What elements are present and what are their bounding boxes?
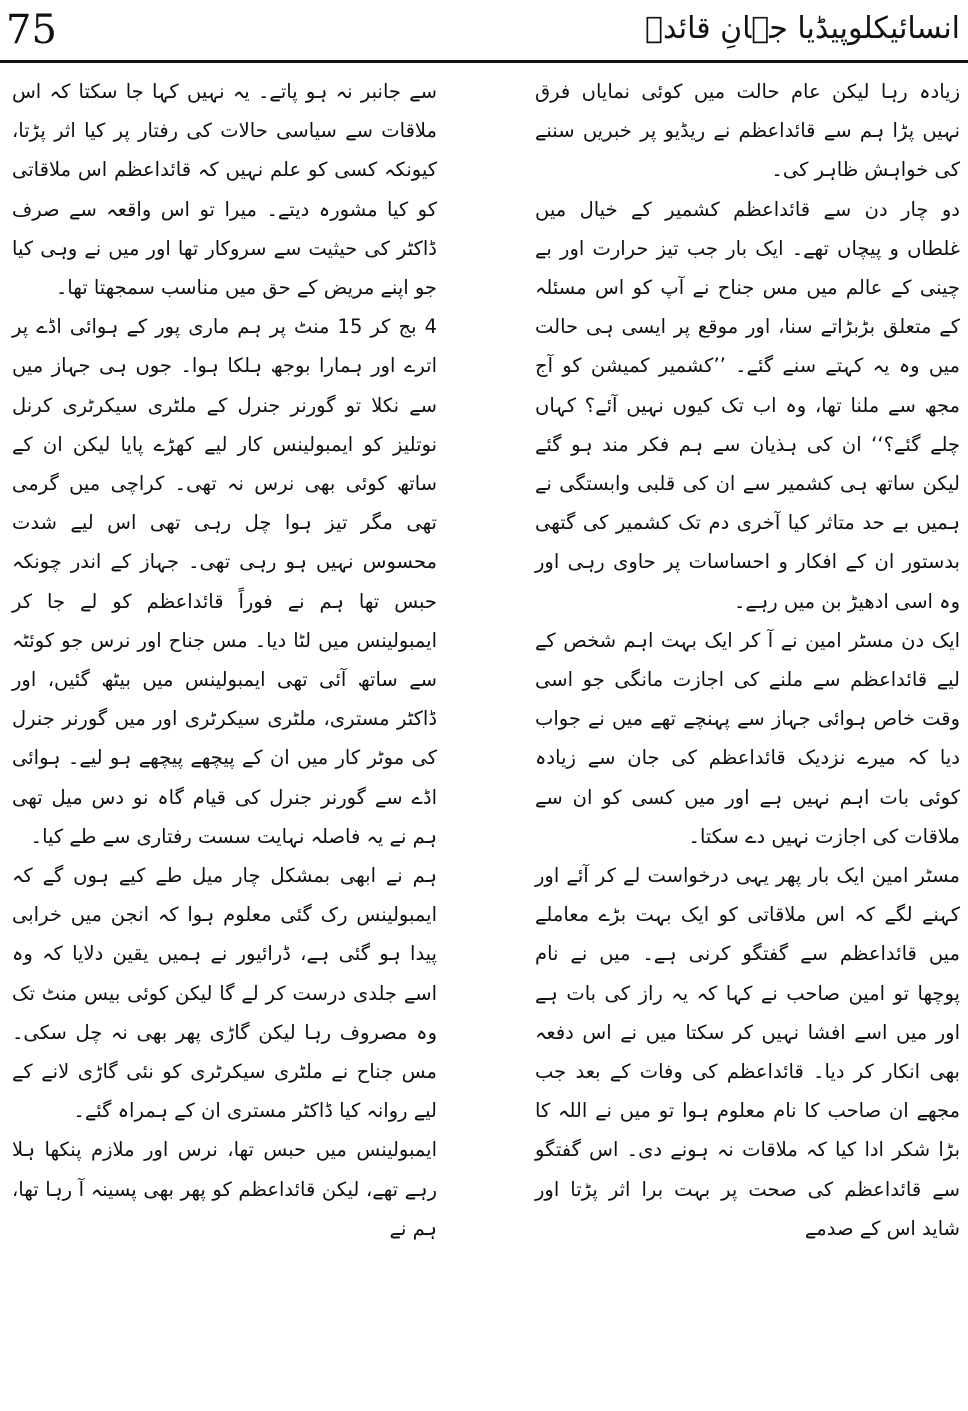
paragraph: ایمبولینس میں حبس تھا، نرس اور ملازم پنکھا ہلا رہے تھے، لیکن قائداعظم کو پھر بھی پسینہ آ رہا تھا، ہم نے (12, 1138, 437, 1240)
paragraph: زیادہ رہا لیکن عام حالت میں کوئی نمایاں فرق نہیں پڑا ہم سے قائداعظم نے ریڈیو پر خبریں سننے کی خواہش ظاہر کی۔ (535, 80, 960, 182)
running-header-title: انسائیکلوپیڈیا جہانِ قائدؒ (645, 11, 960, 46)
right-text-column (535, 72, 960, 1248)
paragraph: دو چار دن سے قائداعظم کشمیر کے خیال میں غلطاں و پیچاں تھے۔ ایک بار جب تیز حرارت اور بے چینی کے عالم میں مس جناح نے آپ کو اس مسئلہ کے متعلق بڑبڑاتے سنا، اور موقع پر ایسی ہی حالت میں وہ یہ کہتے سنے گئے۔ ’’کشمیر کمیشن کو آج مجھ سے ملنا تھا، وہ اب تک کیوں نہیں آئے؟ کہاں چلے گئے؟‘‘ ان کی ہذیان سے ہم فکر مند ہو گئے لیکن ساتھ ہی کشمیر سے ان کی قلبی وابستگی نے ہمیں بے حد متاثر کیا آخری دم تک کشمیر کی گتھی بدستور ان کے افکار و احساسات پر حاوی رہی اور وہ اسی ادھیڑ بن میں رہے۔ (535, 197, 960, 613)
paragraph: 4 بج کر 15 منٹ پر ہم ماری پور کے ہوائی اڈے پر اترے اور ہمارا بوجھ ہلکا ہوا۔ جوں ہی جہاز میں سے نکلا تو گورنر جنرل کے ملٹری سیکرٹری کرنل نوتلیز کو ایمبولینس کار لیے کھڑے پایا لیکن ان کے ساتھ کوئی بھی نرس نہ تھی۔ کراچی میں گرمی تھی مگر تیز ہوا چل رہی تھی اس لیے شدت محسوس نہیں ہو رہی تھی۔ جہاز کے اندر چونکہ حبس تھا ہم نے فوراً قائداعظم کو لے جا کر ایمبولینس میں لٹا دیا۔ مس جناح اور نرس جو کوئٹہ سے ساتھ آئی تھی ایمبولینس میں بیٹھ گئیں، اور ڈاکٹر مستری، ملٹری سیکرٹری اور میں گورنر جنرل کی موٹر کار میں ان کے پیچھے پیچھے ہو لیے۔ ہوائی اڈے سے گورنر جنرل کی قیام گاہ نو دس میل تھی ہم نے یہ فاصلہ نہایت سست رفتاری سے طے کیا۔ (12, 315, 438, 848)
page-number: 75 (6, 7, 57, 53)
paragraph: ہم نے ابھی بمشکل چار میل طے کیے ہوں گے کہ ایمبولینس رک گئی معلوم ہوا کہ انجن میں خرابی پیدا ہو گئی ہے، ڈرائیور نے ہمیں یقین دلایا کہ وہ اسے جلدی درست کر لے گا لیکن کوئی بیس منٹ تک وہ مصروف رہا لیکن گاڑی پھر بھی نہ چل سکی۔ مس جناح نے ملٹری سیکرٹری کو نئی گاڑی لانے کے لیے روانہ کیا ڈاکٹر مستری ان کے ہمراہ گئے۔ (12, 864, 437, 1123)
paragraph: سے جانبر نہ ہو پاتے۔ یہ نہیں کہا جا سکتا کہ اس ملاقات سے سیاسی حالات کی رفتار پر کیا اثر پڑتا، کیونکہ کسی کو علم نہیں کہ قائداعظم اس ملاقاتی کو کیا مشورہ دیتے۔ میرا تو اس واقعہ سے صرف ڈاکٹر کی حیثیت سے سروکار تھا اور میں نے وہی کیا جو اپنے مریض کے حق میں مناسب سمجھتا تھا۔ (12, 80, 437, 300)
header-divider (0, 60, 968, 63)
paragraph: ایک دن مسٹر امین نے آ کر ایک بہت اہم شخص کے لیے قائداعظم سے ملنے کی اجازت مانگی جو اسی وقت خاص ہوائی جہاز سے پہنچے تھے میں نے جواب دیا کہ میرے نزدیک قائداعظم کی جان سے زیادہ کوئی بات اہم نہیں ہے اور میں کسی کو ان سے ملاقات کی اجازت نہیں دے سکتا۔ (535, 628, 960, 848)
paragraph: مسٹر امین ایک بار پھر یہی درخواست لے کر آئے اور کہنے لگے کہ اس ملاقاتی کو ایک بہت بڑے معاملے میں قائداعظم سے گفتگو کرنی ہے۔ میں نے نام پوچھا تو امین صاحب نے کہا کہ یہ راز کی بات ہے اور میں اسے افشا نہیں کر سکتا میں نے اس دفعہ بھی انکار کر دیا۔ قائداعظم کی وفات کے بعد جب مجھے ان صاحب کا نام معلوم ہوا تو میں نے اللہ کا بڑا شکر ادا کیا کہ ملاقات نہ ہونے دی۔ اس گفتگو سے قائداعظم کی صحت پر بہت برا اثر پڑتا اور شاید اس کے صدمے (535, 864, 960, 1240)
left-text-column (12, 72, 437, 1248)
